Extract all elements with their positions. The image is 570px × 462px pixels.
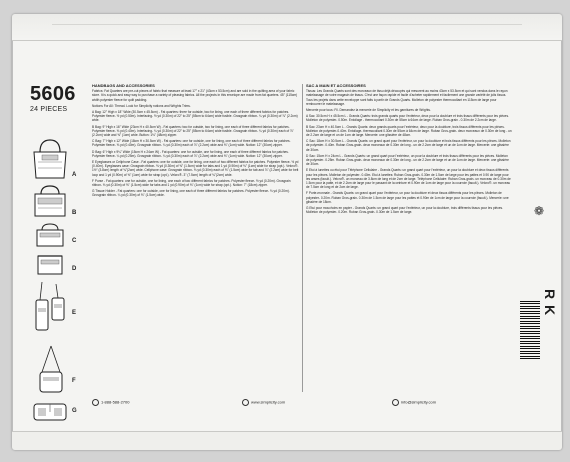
column-divider (302, 84, 303, 392)
globe-icon (242, 399, 249, 406)
piece-count: 24 PIECES (30, 106, 68, 113)
french-view-d: D Sac: 15cm H x 24cm L - Grands Quarts: un grand quart pour l'extérieur, un pour la doublure et trois tissus différents pour les pièces. Molleton de polyester- 0.25m. Ruban Gros-grain- deux morceaux de 0.30m de long - un de 2.2cm de large et un de 1cm de large. Mercerie: une glissière de 30cm. (306, 153, 509, 167)
english-column (92, 84, 300, 200)
english-fabrics: Fabrics: Fat Quarters are pre-cut pieces of fabric that measure at least 17" x 21" (43cm x 53.5cm) and are sold in the quilting area of your fabric store. It is a quick and easy way to purchase a variety of pleasing fabrics. All the projects in this envelope are made from fat quarters. 45" (115cm) width polyester fleece for quilt padding. (92, 89, 298, 102)
french-tissus: Tissus: Les Grands Quarts sont des morceaux de tissu déjà découpés qui mesurent au moins 43cm x 53.5cm et qui sont vendus dans le rayon matelassage de votre magasin de tissus. C'est une façon rapide et facile d'acheter rapidement et facilement une grande variété de jolis tissus. Tous les projets dans cette enveloppe sont faits à partir de Grands Quarts. Molleton de polyester thermocollant en 115cm de large pour rembourrer le matelassage. (306, 89, 508, 106)
thumb-case-e (34, 280, 68, 340)
phone-number: 1-888-588-2700 (101, 399, 130, 405)
french-view-c: C Sac: 18cm H x 30.5cm L - Grands Quarts: un grand quart pour l'extérieur, un pour la doublure et trois tissus différents pour les pièces. Molleton de polyester- 0.40m. Ruban Gros-grain- deux morceaux de 0.30m de long - un de 2.2cm de large et un de 1cm de large. Mercerie: une glissière de 30cm. (306, 139, 511, 152)
thumb-bag-d (36, 252, 64, 276)
pattern-id (30, 84, 84, 113)
email-address: info@simplicity.com (401, 399, 437, 405)
email-icon (392, 399, 399, 406)
french-mercerie: Mercerie pour tous: Fil. Demandez la mercerie de Simplicity et les garnitures de Wrights. (306, 108, 431, 113)
french-view-g: G Etui pour mouchoirs en papier - Grands Quarts: un grand quart pour l'extérieur, un pour la doublure, trois différents tissus pour les pièces. Molleton de polyester- 0.20m. Ruban Gros-grain- 0.30m de 1.5cm de large. (306, 206, 504, 215)
email-contact (392, 399, 436, 406)
english-view-b: B Bag: 9" High x 16" Wide (23cm H x 40.5cm W) - Fat quarters: two for outside, two for lining, one each of three different fabrics for patches. Polyester fleece- ⅜ yd (0.40m). Interfacing- ¼ yd (0.30m) of 22" to 25" (55cm to 64cm) wide fusible. Grosgrain ribbon- ¼ yd (0.30m) each of ⅞" (2.2cm) wide and ⅜" (1cm) wide. Button: 1⅛" (48cm) zipper. (92, 124, 294, 138)
label-f: F (72, 378, 76, 384)
english-view-c: C Bag: 7" High x 12" Wide (18cm H x 30.5cm W) - Fat quarters: one for outside, one for lining, one each of three different fabrics for patches. Polyester fleece- ⅜ yd (0.40m). Grosgrain ribbon- ¼ yd (0.30m) each of ⅞" (2.2cm) wide and ⅜" (1cm) wide. Notion: 12" (30cm) zipper. (92, 139, 291, 148)
pattern-envelope (12, 14, 562, 450)
label-g: G (72, 408, 77, 414)
english-view-e: E Eyeglasses or Cellphone Case - Fat quarters: one for outside, one for lining, one each of two different fabrics for patches. Polyester fleece- ½ yd (0.40m). Eyeglasses case: Grosgrain ribbon- ⅜ yd (0.30m) of ⅝" (1.5cm) wide for tabs and 1 yd (0.90m) of ⅜" (1cm) wide for strap (opt.). Velcro®- 1½" (3.8cm) length of ¾"(2cm) wide. Cellphone case: Grosgrain ribbon- ⅜ yd (0.30m) each of ⅝" (1.5cm) wide for tab and ⅞" (2.2cm) wide for belt loop and 1 yd (0.90m) of ⅜" (1cm) wide for strap (opt.). Velcro®- 3" (7.5cm) length of ¾"(2cm) wide. (92, 160, 299, 177)
thumb-bag-b (32, 184, 68, 218)
envelope-fold (12, 14, 562, 41)
french-view-a: A Sac: 30.5cm H x 45.5cm L - Grands Quarts: trois grands quarts pour l'extérieur, deux pour la doublure et trois tissus différents pour les pièces. Molleton de polyester- 0.50m. Entoilage - thermocollant 0.30m de 55cm à 64cm de large. Ruban Gros-grain - 0.30m de 2.2cm de large. (306, 114, 509, 123)
label-e: E (72, 310, 77, 316)
website-url: www.simplicity.com (251, 399, 286, 405)
barcode (520, 299, 540, 359)
sidebar-letters: R K (542, 289, 558, 317)
english-notions: Notions For All: Thread. Look for Simplicity notions and Wrights Trims. (92, 103, 191, 108)
thumb-bag-c (34, 222, 66, 248)
english-view-a: A Bag: 12" High x 18" Wide (30.5cm x 45.5cm) - Fat quarters: three for outside, two for lining, one each of three different fabrics for patches. Polyester fleece- ½ yd (0.50m). Interfacing- ½ yd (0.30m) of 22" to 25" (55cm to 64cm) wide fusible. Grosgrain ribbon- ¼ yd (0.30m) of ⅞" (2.2cm) wide. (92, 110, 298, 123)
french-view-b: B Sac: 23cm H x 40.5cm L - Grands Quarts: deux grands quarts pour l'extérieur, deux pour la doublure, trois tissus différents pour les pièces. Molleton de polyester-0.40m. Entoilage- thermocollant 0.30m de 55cm à 64cm de large. Ruban Gros-grain- deux morceaux de 0.30m de long - un de 2.2cm de large et un de 1cm de large. Mercerie: une glissière de 48cm. (306, 124, 512, 138)
contact-footer (92, 396, 512, 410)
label-a: A (72, 172, 77, 178)
french-view-f: F Porte-monnaie - Grands Quarts: un grand quart pour l'extérieur, un pour la doublure et deux tissus différents pour les pièces. Molleton de polyester- 0.20m. Ruban Gros-grain- 0.30m de 1.5cm de large pour les pattes et 0.90m de 1cm de large pour la courroie (facult.). Mercerie: une glissière de 18cm. (306, 191, 509, 204)
english-view-f: F Purse - Fat quarters: one for outside, one for lining, one each of two different fabrics for patches. Polyester fleece- ½ yd (0.20m). Grosgrain ribbon- ⅜ yd (0.30m) of ⅝" (1.5cm) wide for tabs and 1 yd (0.90m) of ⅜" (1cm) wide for strap (opt.). Notion: 7" (18cm) zipper. (92, 178, 291, 188)
english-view-d: D Bag: 6" High x 9¼" Wide (15cm H x 24cm W) - Fat quarters: one for outside, one for lining, one each of three different fabrics for patches. Polyester fleece- ¼ yd (0.25m). Grosgrain ribbon- ¼ yd (0.30m) each of ⅞" (2.2cm) wide and ⅜" (1cm) wide. Notion: 12" (30cm) zipper. (92, 149, 289, 158)
french-view-e: E Etui à lunettes ou étui pour Téléphone Cellulaire - Grands Quarts: un grand quart pour l'extérieur, un pour la doublure et deux tissus différents pour les pièces. Molleton de polyester- 0.40m. Etui à lunettes: Ruban Gros-grain- 0.30m de 1.5cm de large pour les pattes et 0.90 de large pour les anses (facult.). Velcro®- un morceau de 3.8cm de long et de 2cm de large. Téléphone Cellulaire: Ruban Gros-grain- un morceau de 0.30m de 1.5cm pour la patte, et de 2.2cm de large pour le passant de la ceinture et 0.90m de 1cm de large pour la courroie (facult.). Velcro®- un morceau de 7.5cm de long et de 2cm de large. (306, 168, 511, 190)
phone-icon (92, 399, 99, 406)
label-c: C (72, 238, 77, 244)
thumb-bag-a (30, 138, 70, 180)
label-d: D (72, 266, 77, 272)
label-b: B (72, 210, 77, 216)
fold-line (52, 24, 522, 25)
website-contact (242, 399, 285, 406)
pattern-number: 5606 (30, 83, 76, 105)
french-header: SAC A MAIN ET ACCESSOIRES (306, 83, 366, 88)
thumb-tissue-g (32, 400, 68, 422)
english-header: HANDBAGS AND ACCESSORIES (92, 83, 155, 88)
envelope-bottom-flap (12, 431, 562, 450)
maple-leaf-icon: ❁ (534, 204, 545, 218)
thumb-purse-f (36, 344, 66, 396)
french-column (306, 84, 512, 216)
english-view-g: G Tissue Holder - Fat quarters: one for outside, one for lining, one each of three different fabrics for patches. Polyester fleece- ⅛ yd (0.20m). Grosgrain ribbon- ¼ yd (0.30m) of ⅝" (1.5cm) wide. (92, 189, 290, 198)
phone-contact (92, 399, 129, 406)
